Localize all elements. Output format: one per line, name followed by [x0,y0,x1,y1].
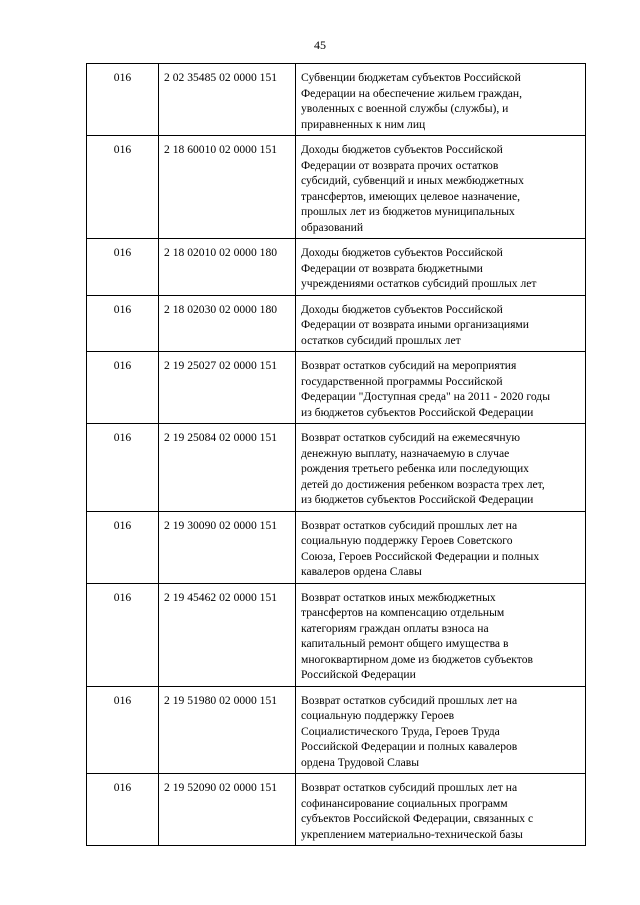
revenue-name-line: ордена Трудовой Славы [301,755,420,769]
revenue-name-line: уволенных с военной службы (службы), и [301,102,509,115]
admin-code-cell: 016 [87,424,159,512]
table-row [87,295,586,352]
revenue-name-line: Российской Федерации и полных кавалеров [301,740,518,753]
revenue-name-line: государственной программы Российской [301,374,503,388]
revenue-name-line: трансфертов, имеющих целевое назначение, [301,189,521,203]
budget-code-cell: 2 19 45462 02 0000 151 [159,583,296,686]
revenue-name-line: детей до достижения ребенком возраста трех лет, [301,477,545,491]
revenue-name-line: социальную поддержку Героев [301,709,455,722]
revenue-name-cell [296,511,586,583]
revenue-name-cell [296,686,586,774]
revenue-name-line: Доходы бюджетов субъектов Российской [301,143,503,156]
revenue-name-line: рождения третьего ребенка или последующих [301,462,529,475]
revenue-name-cell [296,583,586,686]
revenue-name-line: многоквартирном доме из бюджетов субъектов [301,652,533,666]
revenue-name-line: укреплением материально-технической базы [301,827,523,841]
revenue-name-line: Федерации от возврата прочих остатков [301,158,499,172]
page-number: 45 [314,38,326,52]
revenue-name-cell [296,352,586,424]
table-row [87,424,586,512]
revenue-name-line: трансфертов на компенсацию отдельным [301,606,505,619]
revenue-name-line: софинансирование социальных программ [301,796,508,810]
revenue-name-line: Возврат остатков иных межбюджетных [301,590,496,604]
budget-classification-table [86,63,586,846]
revenue-name-line: Возврат остатков субсидий прошлых лет на [301,781,518,794]
budget-code-cell: 2 19 30090 02 0000 151 [159,511,296,583]
admin-code-cell: 016 [87,136,159,239]
revenue-name-line: денежную выплату, назначаемую в случае [301,446,510,460]
budget-code-cell: 2 19 25027 02 0000 151 [159,352,296,424]
revenue-name-cell [296,136,586,239]
revenue-name-line: прошлых лет из бюджетов муниципальных [301,205,515,218]
revenue-name-line: Возврат остатков субсидий на ежемесячную [301,431,520,444]
admin-code-cell: 016 [87,686,159,774]
revenue-name-cell [296,295,586,352]
revenue-name-line: Союза, Героев Российской Федерации и полных [301,549,540,563]
revenue-name-cell [296,239,586,296]
budget-code-cell: 2 18 02030 02 0000 180 [159,295,296,352]
table-row [87,774,586,846]
admin-code-cell: 016 [87,239,159,296]
revenue-name-line: Федерации на обеспечение жильем граждан, [301,86,523,100]
revenue-name-line: Возврат остатков субсидий прошлых лет на [301,518,518,532]
admin-code-cell: 016 [87,352,159,424]
admin-code-cell: 016 [87,774,159,846]
revenue-name-line: Федерации от возврата бюджетными [301,261,483,275]
budget-code-cell: 2 18 02010 02 0000 180 [159,239,296,296]
table-body [87,64,586,846]
admin-code-cell: 016 [87,295,159,352]
revenue-name-cell [296,424,586,512]
revenue-name-cell [296,64,586,136]
revenue-name-line: кавалеров ордена Славы [301,565,422,578]
admin-code-cell: 016 [87,583,159,686]
revenue-name-line: Субвенции бюджетам субъектов Российской [301,71,521,84]
revenue-name-line: субъектов Российской Федерации, связанных с [301,812,534,825]
budget-code-cell: 2 19 52090 02 0000 151 [159,774,296,846]
table-row [87,583,586,686]
table-row [87,239,586,296]
revenue-name-line: Федерации от возврата иными организациями [301,318,529,331]
table-row [87,511,586,583]
revenue-name-line: остатков субсидий прошлых лет [301,333,461,347]
revenue-name-line: категориям граждан оплаты взноса на [301,621,489,635]
revenue-name-line: субсидий, субвенций и иных межбюджетных [301,174,524,187]
revenue-name-line: учреждениями остатков субсидий прошлых лет [301,277,537,290]
budget-code-cell: 2 19 51980 02 0000 151 [159,686,296,774]
table-row [87,136,586,239]
revenue-name-line: из бюджетов субъектов Российской Федерации [301,405,534,419]
revenue-name-line: Федерации "Доступная среда" на 2011 - 2020 годы [301,390,550,403]
revenue-name-line: приравненных к ним лиц [301,117,426,131]
budget-code-cell: 2 19 25084 02 0000 151 [159,424,296,512]
budget-code-cell: 2 02 35485 02 0000 151 [159,64,296,136]
revenue-name-line: из бюджетов субъектов Российской Федерации [301,493,534,506]
table-row [87,64,586,136]
revenue-name-line: образований [301,220,364,234]
admin-code-cell: 016 [87,511,159,583]
admin-code-cell: 016 [87,64,159,136]
revenue-name-line: Российской Федерации [301,668,416,681]
revenue-name-line: Доходы бюджетов субъектов Российской [301,302,503,316]
revenue-name-line: Возврат остатков субсидий на мероприятия [301,359,517,372]
revenue-name-line: Доходы бюджетов субъектов Российской [301,246,503,259]
revenue-name-line: социальную поддержку Героев Советского [301,534,513,547]
table-row [87,686,586,774]
revenue-name-line: капитальный ремонт общего имущества в [301,637,509,650]
budget-code-cell: 2 18 60010 02 0000 151 [159,136,296,239]
table-row [87,352,586,424]
revenue-name-line: Возврат остатков субсидий прошлых лет на [301,693,518,707]
revenue-name-cell [296,774,586,846]
revenue-name-line: Социалистического Труда, Героев Труда [301,724,500,738]
